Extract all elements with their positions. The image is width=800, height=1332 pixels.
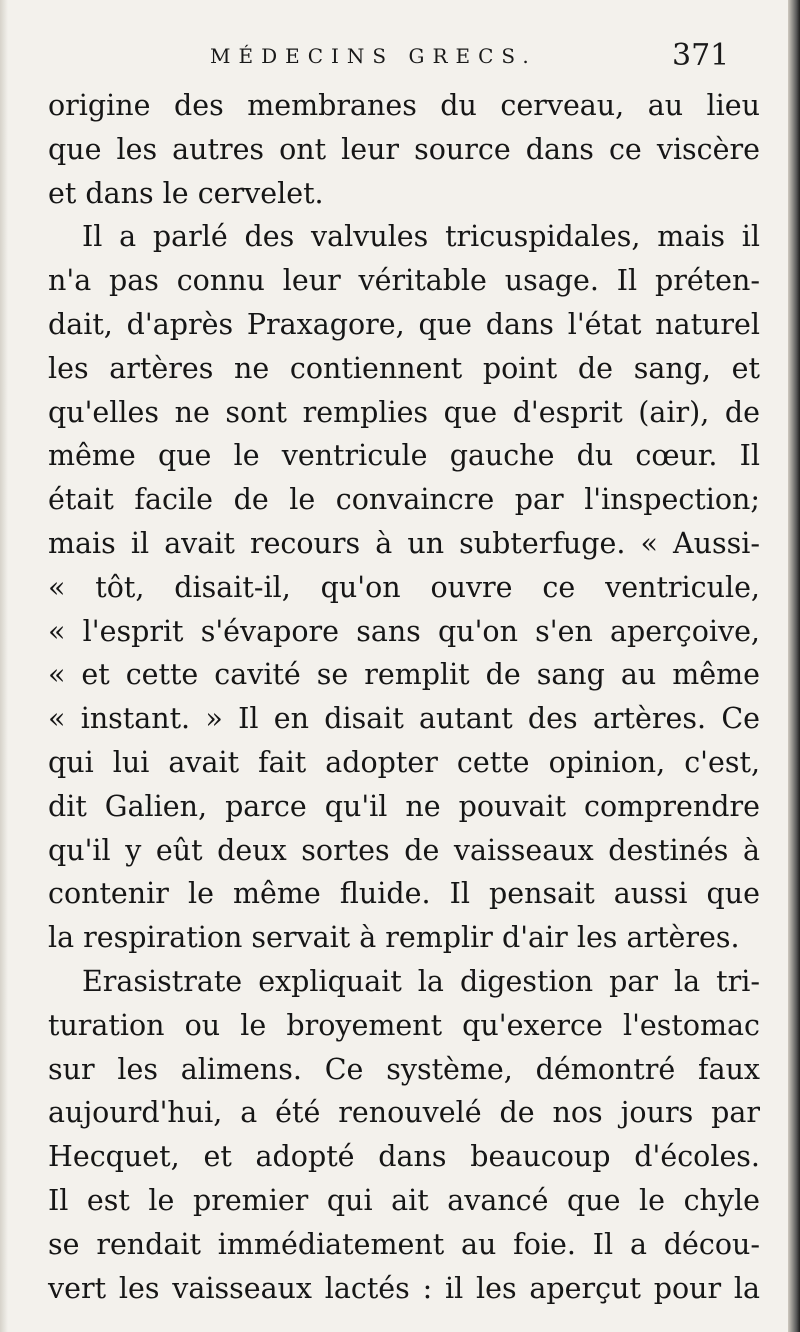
text-line: Il est le premier qui ait avancé que le chyle [48, 1183, 760, 1217]
text-line: aujourd'hui, a été renouvelé de nos jours par [48, 1096, 760, 1130]
text-line: turation ou le broyement qu'exerce l'estomac [48, 1008, 760, 1042]
text-line: Hecquet, et adopté dans beaucoup d'écoles. [48, 1140, 760, 1174]
page-number: 371 [672, 38, 730, 73]
text-line: était facile de le convaincre par l'inspection; [48, 483, 760, 517]
binding-shadow [788, 0, 800, 1332]
text-line: et dans le cervelet. [48, 176, 324, 210]
text-line: que les autres ont leur source dans ce viscère [48, 132, 760, 166]
page-header [0, 32, 788, 82]
text-line: dait, d'après Praxagore, que dans l'état naturel [48, 307, 760, 341]
text-line: les artères ne contiennent point de sang, et [48, 351, 760, 385]
text-line: même que le ventricule gauche du cœur. Il [48, 439, 760, 473]
running-head: MÉDECINS GRECS. [210, 44, 537, 68]
text-line: qu'elles ne sont remplies que d'esprit (air), de [48, 395, 760, 429]
text-line: « instant. » Il en disait autant des artères. Ce [48, 702, 760, 736]
text-line: qui lui avait fait adopter cette opinion, c'est, [48, 745, 760, 779]
text-line: « l'esprit s'évapore sans qu'on s'en aperçoive, [48, 614, 760, 648]
text-line: « tôt, disait-il, qu'on ouvre ce ventricule, [48, 570, 760, 604]
paragraph-start-line: Erasistrate expliquait la digestion par la tri- [82, 964, 760, 998]
text-line: la respiration servait à remplir d'air les artères. [48, 921, 740, 955]
body-text [48, 84, 760, 1310]
text-line: contenir le même fluide. Il pensait aussi que [48, 877, 760, 911]
text-line: mais il avait recours à un subterfuge. « Aussi- [48, 526, 760, 560]
text-line: qu'il y eût deux sortes de vaisseaux destinés à [48, 833, 760, 867]
text-line: « et cette cavité se remplit de sang au même [48, 658, 760, 692]
text-line: se rendait immédiatement au foie. Il a décou- [48, 1227, 760, 1261]
text-line: n'a pas connu leur véritable usage. Il préten- [48, 264, 760, 298]
text-line: sur les alimens. Ce système, démontré faux [48, 1052, 760, 1086]
text-line: origine des membranes du cerveau, au lieu [48, 89, 760, 122]
text-line: dit Galien, parce qu'il ne pouvait comprendre [48, 789, 760, 823]
page-edge-shadow [0, 0, 8, 1332]
text-line: vert les vaisseaux lactés : il les aperçut pour la [48, 1271, 760, 1305]
paragraph-start-line: Il a parlé des valvules tricuspidales, mais il [82, 220, 760, 254]
